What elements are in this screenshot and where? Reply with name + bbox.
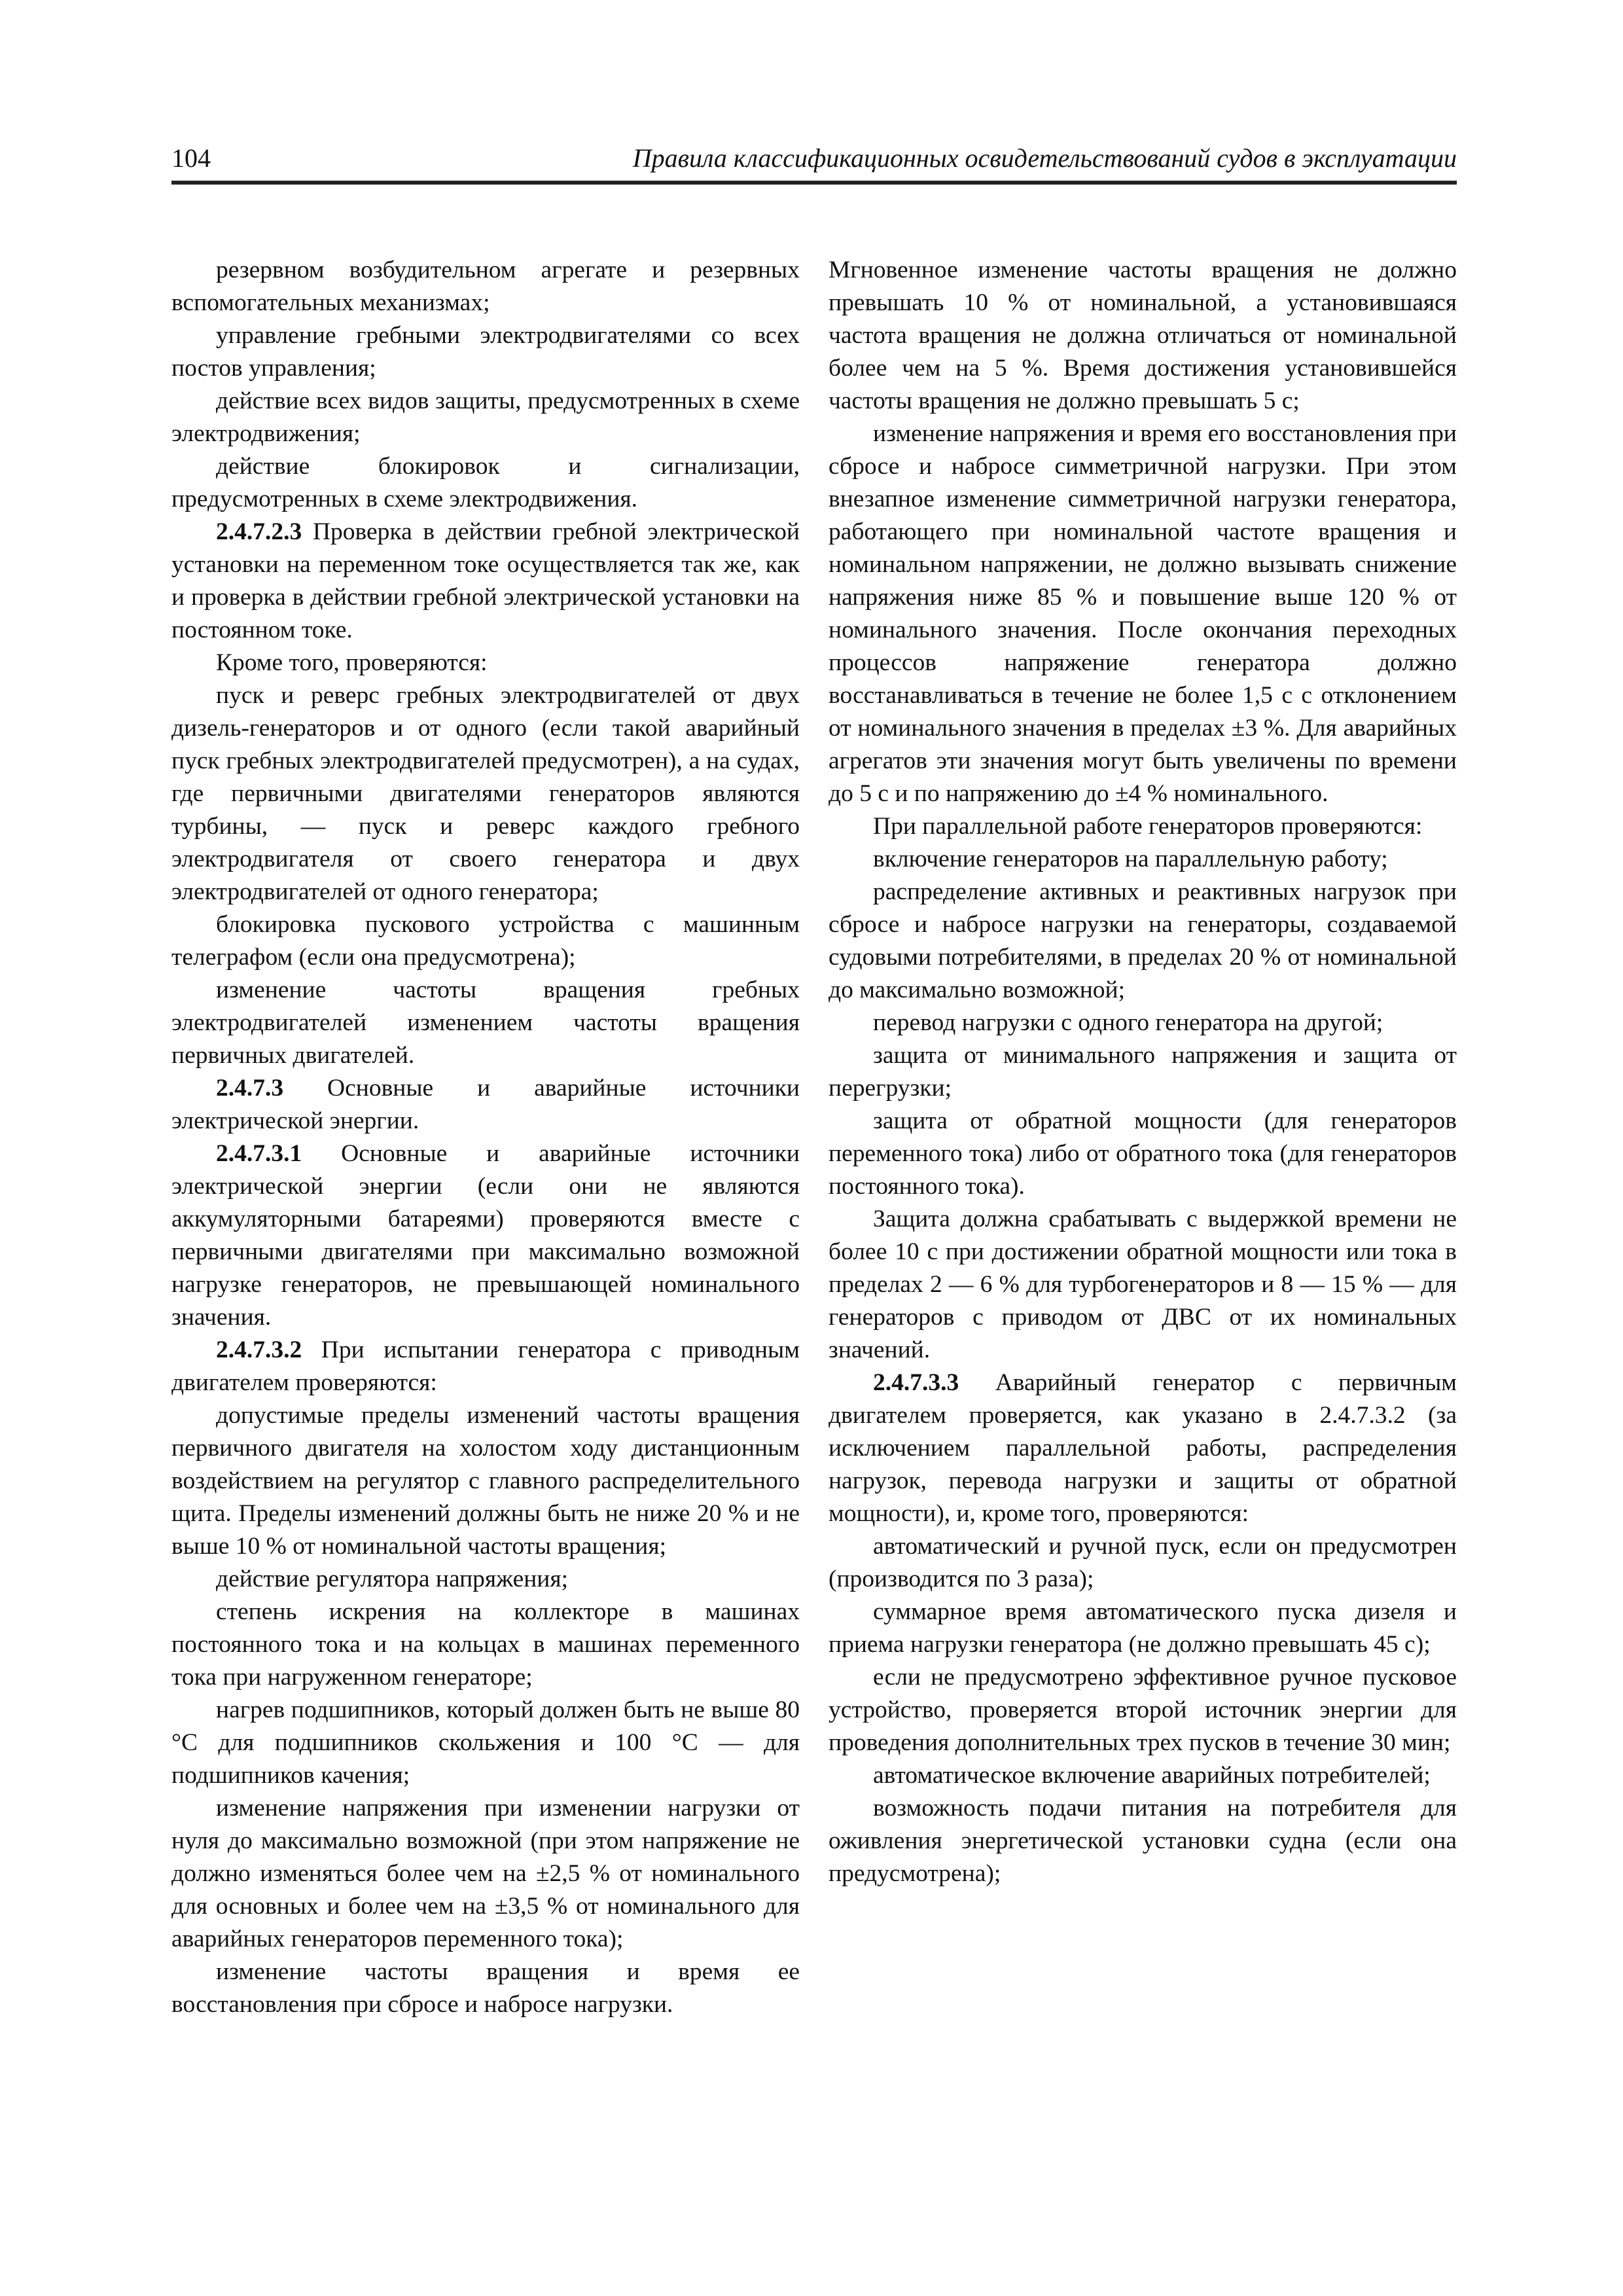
paragraph-text: Кроме того, проверяются: [216, 649, 488, 676]
paragraph-text: изменение частоты вращения гребных электродвигателей изменением частоты вращения первичных двигателей. [171, 977, 800, 1069]
paragraph [829, 418, 1457, 810]
paragraph [829, 1039, 1457, 1105]
paragraph [171, 450, 800, 516]
paragraph-text: Основные и аварийные источники электрической энергии (если они не являются аккумуляторными батареями) проверяются вместе с первичными двигателями при максимально возможной нагрузке генераторов, не превышающей номинального значения. [171, 1140, 800, 1331]
paragraph [171, 1596, 800, 1694]
paragraph [829, 1596, 1457, 1661]
paragraph-text: Основные и аварийные источники электрической энергии. [171, 1075, 800, 1134]
paragraph [829, 1792, 1457, 1890]
paragraph [171, 974, 800, 1072]
paragraph-text: действие блокировок и сигнализации, предусмотренных в схеме электродвижения. [171, 453, 800, 512]
paragraph-text: Мгновенное изменение частоты вращения не должно превышать 10 % от номинальной, а установившаяся частота вращения не должна отличаться от номинальной более чем на 5 %. Время достижения установившейся частоты вращения не должно превышать 5 с; [829, 257, 1457, 414]
paragraph-text: нагрев подшипников, который должен быть не выше 80 °С для подшипников скольжения и 100 °С — для подшипников качения; [171, 1696, 800, 1789]
paragraph [171, 647, 800, 679]
paragraph-text: автоматический и ручной пуск, если он предусмотрен (производится по 3 раза); [829, 1533, 1457, 1592]
paragraph [171, 679, 800, 908]
paragraph [171, 1072, 800, 1138]
paragraph [171, 385, 800, 450]
paragraph [829, 1203, 1457, 1367]
paragraph-text: Проверка в действии гребной электрической установки на переменном токе осуществляется так же, как и проверка в действии гребной электрической установки на постоянном токе. [171, 518, 800, 643]
paragraph [829, 1530, 1457, 1596]
section-number: 2.4.7.3 [216, 1075, 284, 1102]
paragraph-text: суммарное время автоматического пуска дизеля и приема нагрузки генератора (не должно превышать 45 с); [829, 1598, 1457, 1658]
paragraph-text: пуск и реверс гребных электродвигателей от двух дизель-генераторов и от одного (если такой аварийный пуск гребных электродвигателей предусмотрен), а на судах, где первичными двигателями генераторов являются турбины, — пуск и реверс каждого гребного электродвигателя от своего генератора и двух электродвигателей от одного генератора; [171, 682, 800, 905]
left-text-column [171, 254, 800, 2152]
paragraph [829, 1759, 1457, 1792]
paragraph-text: автоматическое включение аварийных потребителей; [873, 1762, 1431, 1789]
paragraph-text: действие всех видов защиты, предусмотренных в схеме электродвижения; [171, 387, 800, 447]
right-text-column [829, 254, 1457, 2152]
paragraph-text: распределение активных и реактивных нагрузок при сбросе и набросе нагрузки на генераторы, создаваемой судовыми потребителями, в пределах 20 % от номинальной до максимально возможной; [829, 878, 1457, 1003]
section-number: 2.4.7.3.3 [873, 1369, 959, 1396]
paragraph-text: При параллельной работе генераторов проверяются: [873, 813, 1423, 840]
paragraph-text: возможность подачи питания на потребителя для оживления энергетической установки судна (если она предусмотрена); [829, 1795, 1457, 1887]
paragraph [171, 1694, 800, 1792]
paragraph-text: степень искрения на коллекторе в машинах постоянного тока и на кольцах в машинах переменного тока при нагруженном генераторе; [171, 1598, 800, 1691]
paragraph [829, 810, 1457, 843]
paragraph-text: действие регулятора напряжения; [216, 1566, 569, 1592]
page-number: 104 [171, 143, 211, 173]
paragraph [171, 1399, 800, 1563]
paragraph-text: изменение напряжения при изменении нагрузки от нуля до максимально возможной (при этом напряжение не должно изменяться более чем на ±2,5 % от номинального для основных и более чем на ±3,5 % от номинального для аварийных генераторов переменного тока); [171, 1795, 800, 1952]
paragraph [171, 1956, 800, 2021]
paragraph-text: изменение частоты вращения и время ее восстановления при сбросе и набросе нагрузки. [171, 1958, 800, 2018]
paragraph-text: включение генераторов на параллельную работу; [873, 846, 1388, 872]
paragraph [171, 1792, 800, 1956]
paragraph [829, 1661, 1457, 1759]
paragraph-text: допустимые пределы изменений частоты вращения первичного двигателя на холостом ходу дистанционным воздействием на регулятор с главного распределительного щита. Пределы изменений должны быть не ниже 20 % и не выше 10 % от номинальной частоты вращения; [171, 1402, 800, 1560]
paragraph [829, 843, 1457, 876]
paragraph [829, 876, 1457, 1007]
paragraph-text: если не предусмотрено эффективное ручное пусковое устройство, проверяется второй источник энергии для проведения дополнительных трех пусков в течение 30 мин; [829, 1664, 1457, 1756]
paragraph-text: блокировка пускового устройства с машинным телеграфом (если она предусмотрена); [171, 911, 800, 971]
paragraph [829, 254, 1457, 418]
paragraph [171, 1138, 800, 1334]
paragraph-text: резервном возбудительном агрегате и резервных вспомогательных механизмах; [171, 257, 800, 316]
paragraph [171, 1334, 800, 1399]
paragraph [171, 319, 800, 385]
paragraph [171, 908, 800, 974]
paragraph [829, 1007, 1457, 1039]
paragraph-text: защита от минимального напряжения и защита от перегрузки; [829, 1042, 1457, 1102]
section-number: 2.4.7.2.3 [216, 518, 302, 545]
paragraph [171, 516, 800, 647]
page-header [171, 139, 1457, 185]
paragraph-text: Аварийный генератор с первичным двигателем проверяется, как указано в 2.4.7.3.2 (за исключением параллельной работы, распределения нагрузок, перевода нагрузки и защиты от обратной мощности), и, кроме того, проверяются: [829, 1369, 1457, 1527]
paragraph-text: защита от обратной мощности (для генераторов переменного тока) либо от обратного тока (для генераторов постоянного тока). [829, 1107, 1457, 1200]
paragraph-text: перевод нагрузки с одного генератора на другой; [873, 1009, 1383, 1036]
paragraph-text: изменение напряжения и время его восстановления при сбросе и набросе симметричной нагрузки. При этом внезапное изменение симметричной нагрузки генератора, работающего при номинальной частоте вращения и номинальном напряжении, не должно вызывать снижение напряжения ниже 85 % и повышение выше 120 % от номинального значения. После окончания переходных процессов напряжение генератора должно восстанавливаться в течение не более 1,5 с с отклонением от номинального значения в пределах ±3 %. Для аварийных агрегатов эти значения могут быть увеличены по времени до 5 с и по напряжению до ±4 % номинального. [829, 420, 1457, 807]
section-number: 2.4.7.3.1 [216, 1140, 302, 1167]
paragraph [171, 1563, 800, 1596]
section-number: 2.4.7.3.2 [216, 1336, 302, 1363]
paragraph-text: управление гребными электродвигателями со всех постов управления; [171, 322, 800, 382]
running-title: Правила классификационных освидетельствований судов в эксплуатации [632, 143, 1457, 173]
paragraph [829, 1105, 1457, 1203]
paragraph-text: Защита должна срабатывать с выдержкой времени не более 10 с при достижении обратной мощности или тока в пределах 2 — 6 % для турбогенераторов и 8 — 15 % — для генераторов с приводом от ДВС от их номинальных значений. [829, 1206, 1457, 1363]
paragraph [171, 254, 800, 319]
paragraph [829, 1367, 1457, 1530]
paragraph-text: При испытании генератора с приводным двигателем проверяются: [171, 1336, 800, 1396]
